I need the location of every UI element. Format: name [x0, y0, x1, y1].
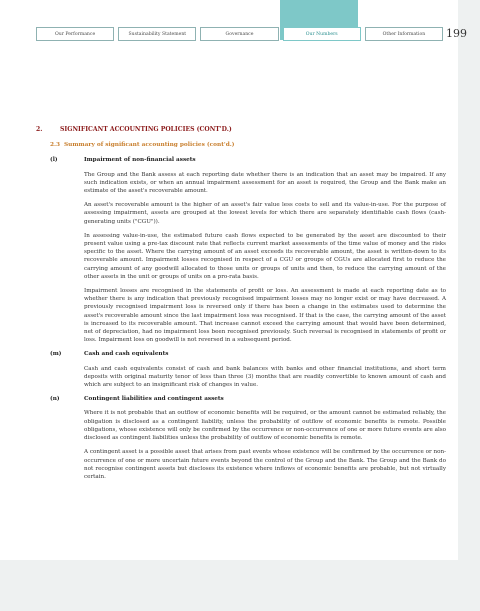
paragraph: An asset's recoverable amount is the higher of an asset's fair value less costs to sell and its value-in-use. For the purpose of assessing impairment, assets are grouped at the lowest levels for which there are separately identifiable cash flows (cash-generating units ("CGU")). — [84, 202, 446, 225]
item-label: (n) — [50, 396, 60, 403]
item-title: Cash and cash equivalents — [84, 351, 169, 358]
item-title: Impairment of non-financial assets — [84, 157, 196, 164]
subsection-title: Summary of significant accounting policies (cont'd.) — [64, 142, 235, 149]
section-number: 2. — [36, 126, 43, 133]
paragraph: Cash and cash equivalents consist of cash and bank balances with banks and other financial institutions, and short term deposits with original maturity tenor of less than three (3) months that are readily convertible to known amount of cash and which are subject to an insignificant risk of changes in value. — [84, 365, 446, 389]
item-heading-n — [50, 395, 446, 403]
nav-tab-our-performance[interactable]: Our Performance — [36, 27, 114, 41]
nav-tab-other-information[interactable]: Other Information — [365, 27, 443, 41]
section-title: SIGNIFICANT ACCOUNTING POLICIES (CONT'D.) — [60, 126, 232, 133]
top-navigation — [36, 27, 443, 41]
nav-tab-governance[interactable]: Governance — [200, 27, 278, 41]
item-heading-l — [50, 156, 446, 164]
paragraph: A contingent asset is a possible asset that arises from past events whose existence will be confirmed by the occurrence or non-occurrence of one or more uncertain future events beyond the control of the Group and the Bank. The Group and the Bank do not recognise contingent assets but discloses its existence where inflows of economic benefits are probable, but not virtually certain. — [84, 449, 446, 480]
nav-tab-sustainability-statement[interactable]: Sustainability Statement — [118, 27, 196, 41]
page-margin-right — [458, 0, 480, 611]
page-margin-bottom — [0, 560, 480, 611]
paragraph: The Group and the Bank assess at each reporting date whether there is an indication that an asset may be impaired. If any such indication exists, or when an annual impairment assessment for an asset is required, the Group and the Bank make an estimate of the asset's recoverable amount. — [84, 171, 446, 195]
document-content — [36, 126, 446, 487]
subsection-number: 2.3 — [50, 142, 61, 149]
nav-tab-our-numbers[interactable]: Our Numbers — [283, 27, 361, 41]
page-number: 199 — [446, 27, 467, 40]
paragraph: Where it is not probable that an outflow of economic benefits will be required, or the amount cannot be estimated reliably, the obligation is disclosed as a contingent liability, unless the probability of outflow of economic benefits is remote. Possible obligations, whose existence will only be confirmed by the occurrence or non-occurrence of one or more future events are also disclosed as contingent liabilities unless the probability of outflow of economic benefits is remote. — [84, 410, 446, 442]
subsection-heading — [50, 141, 446, 149]
item-title: Contingent liabilities and contingent assets — [84, 396, 224, 403]
paragraph: In assessing value-in-use, the estimated future cash flows expected to be generated by the asset are discounted to their present value using a pre-tax discount rate that reflects current market assessments of the time value of money and the risks specific to the asset. Where the carrying amount of an asset exceeds its recoverable amount, the asset is written-down to its recoverable amount. Impairment losses recognised in respect of a CGU or groups of CGUs are allocated first to reduce the carrying amount of any goodwill allocated to those units or groups of units and then, to reduce the carrying amount of the other assets in the unit or groups of units on a pro-rata basis. — [84, 232, 446, 280]
paragraph: Impairment losses are recognised in the statements of profit or loss. An assessment is made at each reporting date as to whether there is any indication that previously recognised impairment losses may no longer exist or may have decreased. A previously recognised impairment loss is reversed only if there has been a change in the estimates used to determine the asset's recoverable amount since the last impairment loss was recognised. If that is the case, the carrying amount of the asset is increased to its recoverable amount. That increase cannot exceed the carrying amount that would have been determined, net of depreciation, had no impairment loss been recognised previously. Such reversal is recognised in statements of profit or loss. Impairment loss on goodwill is not reversed in a subsequent period. — [84, 288, 446, 344]
item-label: (l) — [50, 157, 58, 164]
section-heading — [36, 126, 446, 134]
item-label: (m) — [50, 351, 62, 358]
item-heading-m — [50, 350, 446, 358]
